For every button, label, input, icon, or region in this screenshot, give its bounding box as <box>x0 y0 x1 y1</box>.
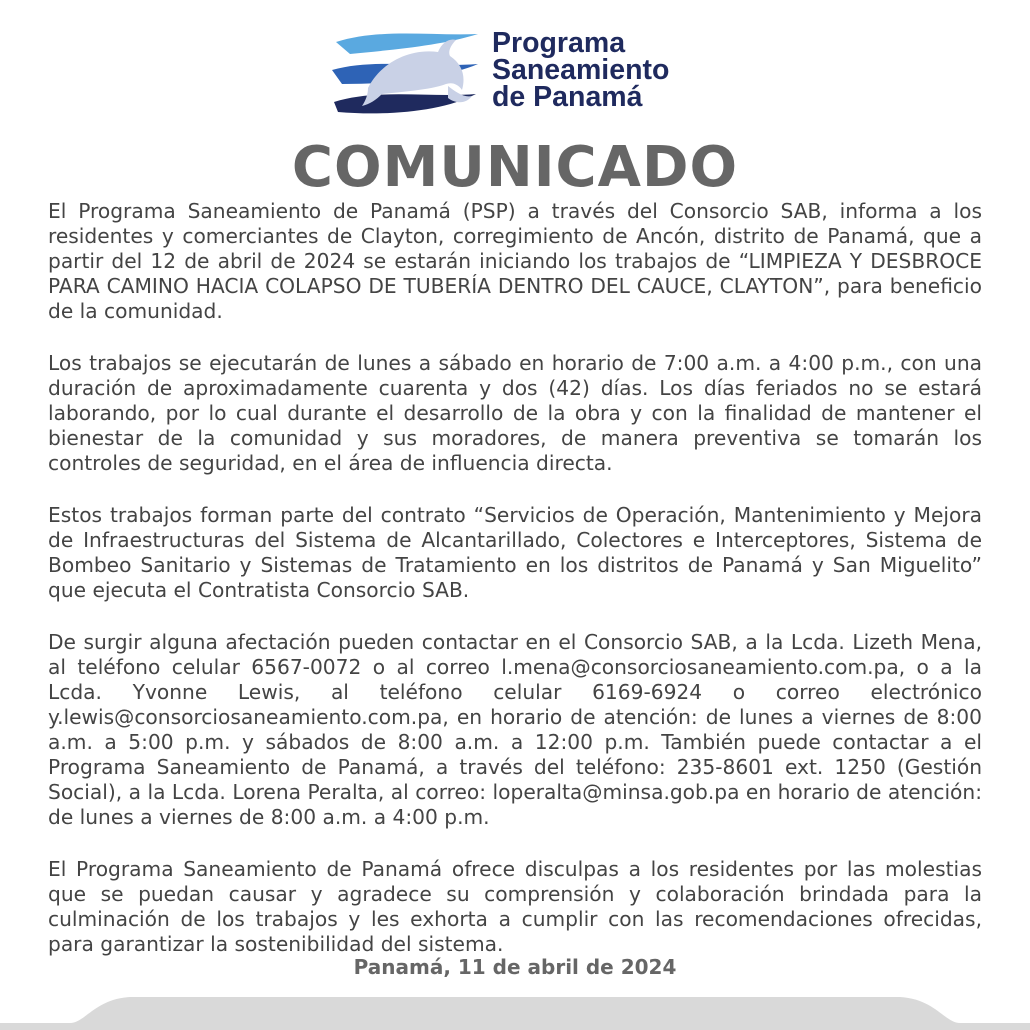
issue-date: Panamá, 11 de abril de 2024 <box>353 955 677 979</box>
paragraph-apology: El Programa Saneamiento de Panamá ofrece disculpas a los residentes por las molestias que se puedan causar y agradece su comprensión y colaboración brindada para la culminación de los trabajos y les exhorta a cumplir con las recomendaciones ofrecidas, para garantizar la sostenibilidad del sistema. <box>48 857 982 956</box>
logo-line-3: de Panamá <box>492 81 643 113</box>
footer-band <box>0 993 1030 1030</box>
logo-line-1: Programa <box>492 27 626 59</box>
page-title: COMUNICADO <box>291 135 739 200</box>
dolphin-wave-logo-icon <box>330 28 480 116</box>
paragraph-contacts: De surgir alguna afectación pueden contactar en el Consorcio SAB, a la Lcda. Lizeth Mena, al teléfono celular 6567-0072 o al correo l.mena@consorciosaneamiento.com.pa, o a la Lcda. Yvonne Lewis, al teléfono celular 6169-6924 o correo electrónico y.lewis@consorciosaneamiento.com.pa, en horario de atención: de lunes a viernes de 8:00 a.m. a 5:00 p.m. y sábados de 8:00 a.m. a 12:00 p.m. También puede contactar a el Programa Saneamiento de Panamá, a través del teléfono: 235-8601 ext. 1250 (Gestión Social), a la Lcda. Lorena Peralta, al correo: loperalta@minsa.gob.pa en horario de atención: de lunes a viernes de 8:00 a.m. a 4:00 p.m. <box>48 630 982 829</box>
paragraph-contract: Estos trabajos forman parte del contrato “Servicios de Operación, Mantenimiento y Mejora de Infraestructuras del Sistema de Alcantarillado, Colectores e Interceptores, Sistema de Bombeo Sanitario y Sistemas de Tratamiento en los distritos de Panamá y San Miguelito” que ejecuta el Contratista Consorcio SAB. <box>48 503 982 602</box>
psp-logo <box>330 28 710 116</box>
paragraph-schedule: Los trabajos se ejecutarán de lunes a sábado en horario de 7:00 a.m. a 4:00 p.m., con una duración de aproximadamente cuarenta y dos (42) días. Los días feriados no se estará laborando, por lo cual durante el desarrollo de la obra y con la finalidad de mantener el bienestar de la comunidad y sus moradores, de manera preventiva se tomarán los controles de seguridad, en el área de influencia directa. <box>48 351 982 475</box>
logo-line-2: Saneamiento <box>492 54 670 86</box>
communique-body <box>48 199 982 984</box>
paragraph-announcement: El Programa Saneamiento de Panamá (PSP) a través del Consorcio SAB, informa a los residentes y comerciantes de Clayton, corregimiento de Ancón, distrito de Panamá, que a partir del 12 de abril de 2024 se estarán iniciando los trabajos de “LIMPIEZA Y DESBROCE PARA CAMINO HACIA COLAPSO DE TUBERÍA DENTRO DEL CAUCE, CLAYTON”, para beneficio de la comunidad. <box>48 199 982 323</box>
logo-wordmark <box>492 27 670 113</box>
